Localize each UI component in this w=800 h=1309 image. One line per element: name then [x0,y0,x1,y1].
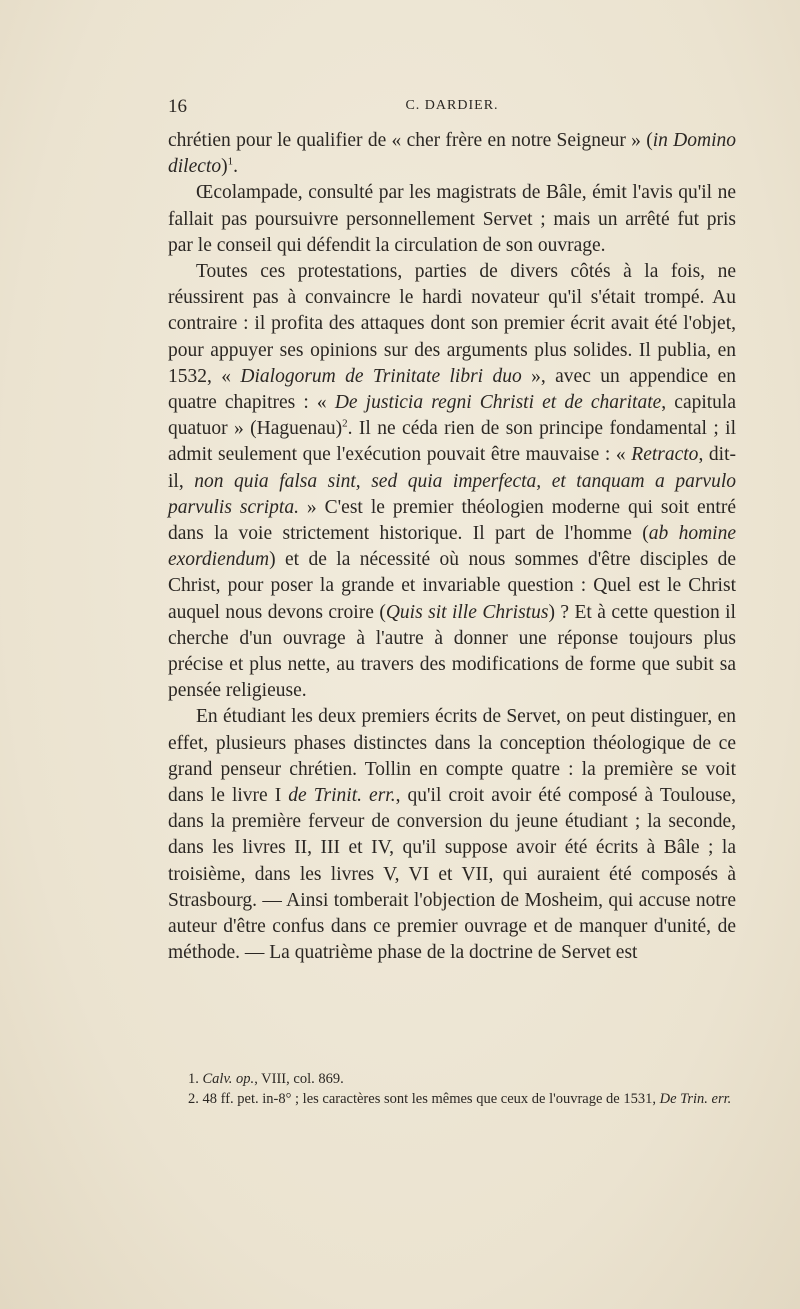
text-run: 2. 48 ff. pet. in-8° ; les caractères sont les mêmes que ceux de l'ouvrage de 1531, [188,1090,660,1107]
italic-text: ab homine exordiendum [168,523,736,571]
italic-text: De justicia regni Christi et de charitate [334,392,662,414]
italic-text: De Trin. err. [659,1090,732,1107]
page-header [168,96,736,120]
italic-text: in Domino dilecto [168,130,736,178]
text-run: », avec un appendice en quatre chapitres : « [168,365,736,414]
footnotes [168,1070,736,1109]
footnote-1 [168,1070,736,1090]
text-run: , dit-il, [168,444,736,492]
paragraph-protestations [168,259,736,704]
italic-text: non quia falsa sint, sed quia imperfecta, et tanquam a parvulo parvulis scripta. [168,470,736,518]
text-run: 1. [188,1071,203,1087]
text-run: ) ? Et à cette question il cherche d'un ouvrage à l'autre à donner une réponse toujours plus précise et plus nette, au travers des modifications de forme que subit sa pensée religieuse. [168,601,736,702]
text-run: » C'est le premier théologien moderne qui soit entré dans la voie strictement historique. Il part de l'homme ( [168,496,736,545]
italic-text: Calv. op. [202,1071,255,1087]
italic-text: de Trinit. err. [288,785,396,807]
text-run: , VIII, col. 869. [254,1071,344,1087]
text-run: ) [221,156,228,178]
paragraph-continuation [168,128,736,180]
paragraph-oecolampade [168,180,736,259]
italic-text: Dialogorum de Trinitate libri duo [240,365,522,387]
footnote-ref[interactable]: 1 [227,155,234,168]
paragraph-phases [168,704,736,966]
text-run: . [233,156,238,178]
footnote-ref[interactable]: 2 [342,417,348,430]
body-text [168,128,736,967]
text-run: Toutes ces protestations, parties de divers côtés à la fois, ne réussirent pas à convaincre le hardi novateur qu'il s'était trompé. Au contraire : il profita des attaques dont son premier écrit avait été l'objet, pour appuyer ses opinions sur des arguments plus solides. Il publia, en 1532, « [168,261,736,387]
text-run: En étudiant les deux premiers écrits de Servet, on peut distinguer, en effet, plusieurs phases distinctes dans la conception théologique de ce grand penseur chrétien. Tollin en compte quatre : la première se voit dans le livre I [168,706,736,807]
italic-text: Quis sit ille Christus [385,601,549,623]
text-run: , capitula quatuor » (Haguenau) [168,392,737,440]
text-run: ) et de la nécessité où nous sommes d'être disciples de Christ, pour poser la grande et invariable question : Quel est le Christ auquel nous devons croire ( [168,549,736,623]
text-run: . Il ne céda rien de son principe fondamental ; il admit seulement que l'exécution pouvait être mauvaise : « [168,418,736,466]
running-head: C. DARDIER. [405,98,499,113]
text-run: Œcolampade, consulté par les magistrats de Bâle, émit l'avis qu'il ne fallait pas poursuivre personnellement Servet ; mais un arrêté fut pris par le conseil qui défendit la circulation de son ouvrage. [168,182,736,256]
footnote-2 [168,1090,736,1110]
text-run: chrétien pour le qualifier de « cher frère en notre Seigneur » ( [168,130,653,151]
text-run: , qu'il croit avoir été composé à Toulouse, dans la première ferveur de conversion du jeune étudiant ; la seconde, dans les livres II, III et IV, qu'il suppose avoir été écrits à Bâle ; la troisième, dans les livres V, VI et VII, qui auraient été composés à Strasbourg. — Ainsi tomberait l'objection de Mosheim, qui accuse notre auteur d'être confus dans ce premier ouvrage et de manquer d'unité, de méthode. — La quatrième phase de la doctrine de Servet est [168,785,736,964]
italic-text: Retracto [631,444,699,466]
page-number: 16 [168,96,187,117]
